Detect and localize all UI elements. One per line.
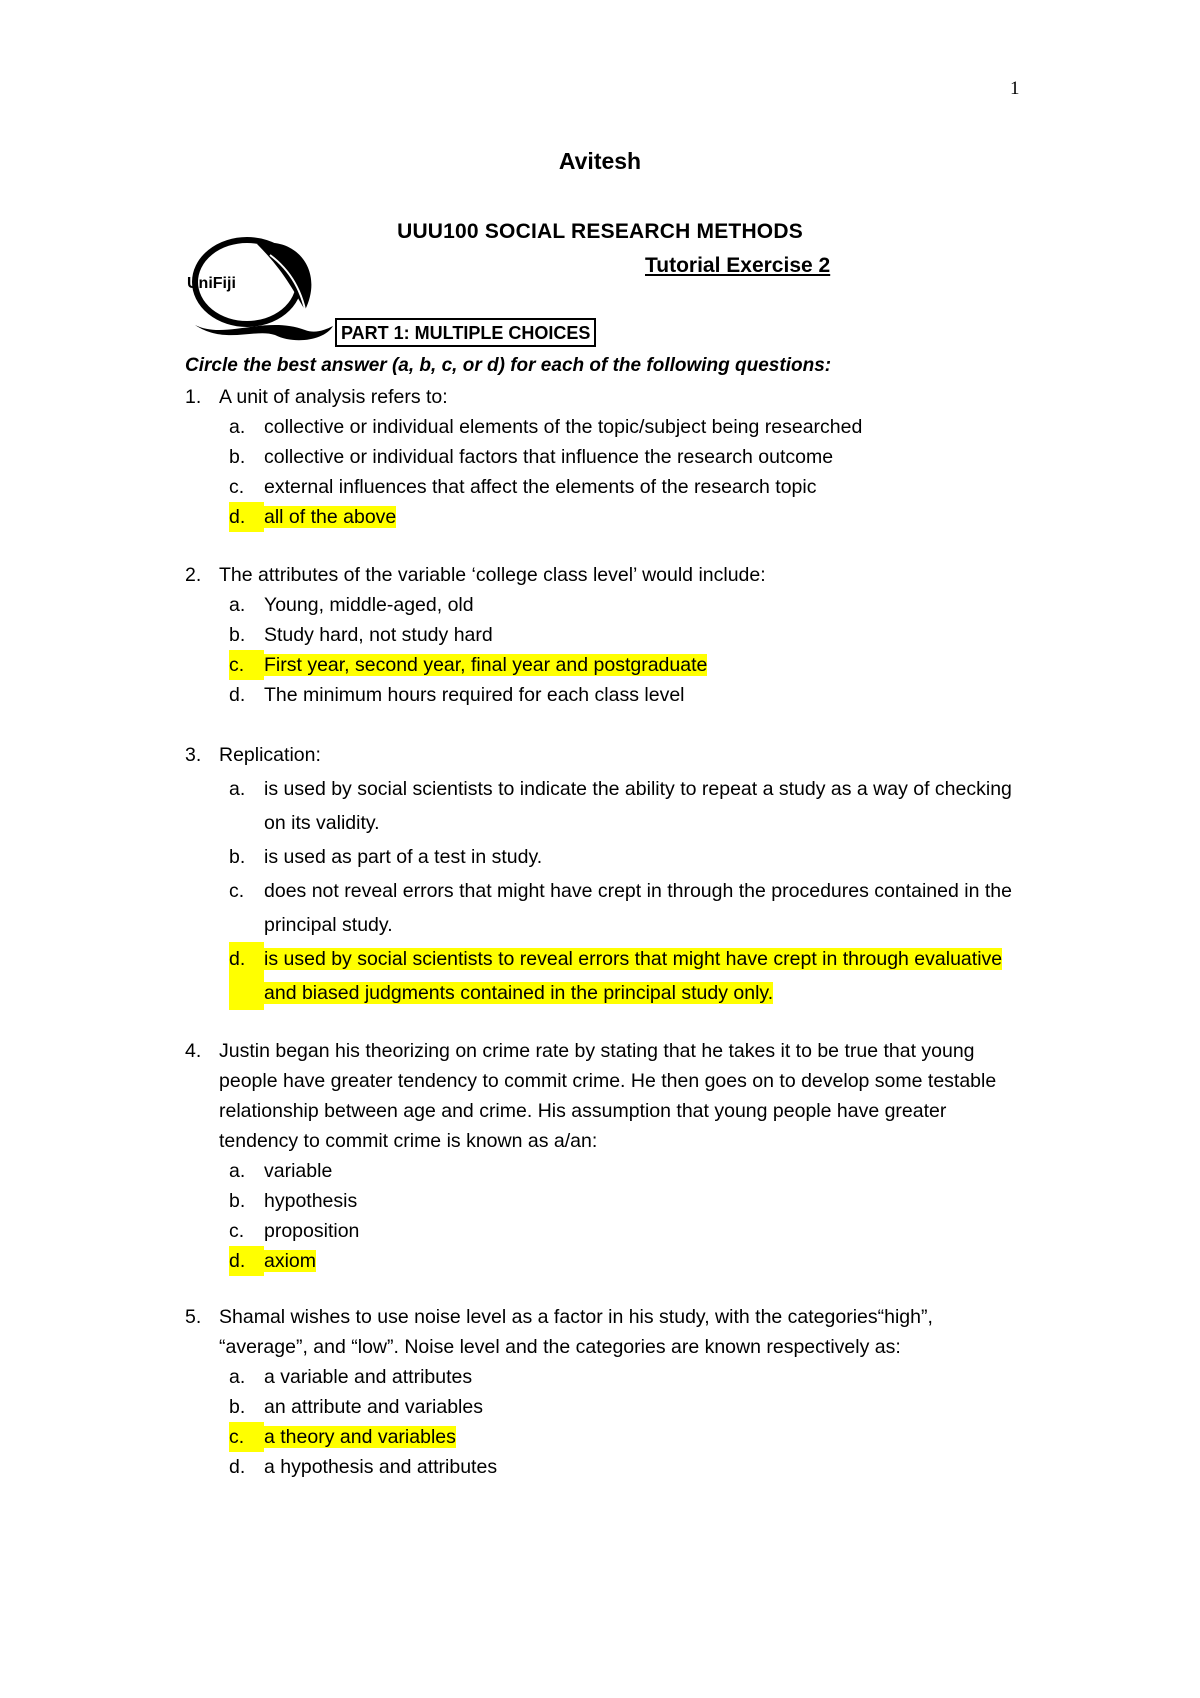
highlighted-answer: a theory and variables bbox=[264, 1426, 456, 1448]
question-number: 4. bbox=[185, 1040, 202, 1062]
option-b[interactable]: b. Study hard, not study hard bbox=[229, 624, 493, 646]
question-5 bbox=[185, 1302, 1025, 1482]
option-a[interactable]: a. collective or individual elements of the topic/subject being researched bbox=[229, 416, 863, 438]
question-number: 5. bbox=[185, 1306, 202, 1328]
question-1 bbox=[185, 382, 1025, 532]
question-2 bbox=[185, 560, 1025, 710]
question-number: 3. bbox=[185, 744, 202, 766]
option-b[interactable]: b. collective or individual factors that influence the research outcome bbox=[229, 446, 834, 468]
instruction: Circle the best answer (a, b, c, or d) for each of the following questions: bbox=[185, 355, 832, 376]
option-b[interactable]: b. is used as part of a test in study. bbox=[229, 846, 543, 868]
option-d-highlighted[interactable]: d. all of the above bbox=[229, 502, 1025, 532]
unifiji-logo bbox=[185, 230, 335, 350]
question-text: Justin began his theorizing on crime rate by stating that he takes it to be true that young people have greater tendency to commit crime. He then goes on to develop some testable relationship between age and crime. His assumption that young people have greater tendency to commit crime is known as a/an: bbox=[219, 1040, 997, 1152]
question-text: Shamal wishes to use noise level as a factor in his study, with the categories“high”, “average”, and “low”. Noise level and the categories are known respectively as: bbox=[219, 1306, 933, 1358]
option-b[interactable]: b. an attribute and variables bbox=[229, 1396, 483, 1418]
option-c[interactable]: c. external influences that affect the elements of the research topic bbox=[229, 476, 817, 498]
option-d[interactable]: d. The minimum hours required for each class level bbox=[229, 684, 685, 706]
highlighted-answer: axiom bbox=[264, 1250, 317, 1272]
option-b[interactable]: b. hypothesis bbox=[229, 1190, 358, 1212]
logo-text: UniFiji bbox=[187, 275, 236, 292]
exercise-title: Tutorial Exercise 2 bbox=[645, 254, 831, 277]
option-c[interactable]: c. does not reveal errors that might have crept in through the procedures contained in the principal study. bbox=[229, 880, 1012, 936]
question-text: The attributes of the variable ‘college class level’ would include: bbox=[219, 564, 766, 586]
question-text: A unit of analysis refers to: bbox=[219, 386, 448, 408]
option-c[interactable]: c. proposition bbox=[229, 1220, 360, 1242]
question-3 bbox=[185, 738, 1025, 1010]
part-heading: PART 1: MULTIPLE CHOICES bbox=[335, 318, 596, 347]
page-number: 1 bbox=[1010, 78, 1020, 99]
course-title: UUU100 SOCIAL RESEARCH METHODS bbox=[397, 220, 803, 243]
option-a[interactable]: a. a variable and attributes bbox=[229, 1366, 473, 1388]
option-a[interactable]: a. variable bbox=[229, 1160, 333, 1182]
option-c-highlighted[interactable]: c. a theory and variables bbox=[229, 1422, 1025, 1452]
option-d-highlighted[interactable]: d. is used by social scientists to reveal errors that might have crept in through evaluative and biased judgments contained in the principal study only. bbox=[229, 942, 1025, 1010]
option-a[interactable]: a. is used by social scientists to indicate the ability to repeat a study as a way of checking on its validity. bbox=[229, 778, 1012, 834]
option-a[interactable]: a. Young, middle-aged, old bbox=[229, 594, 474, 616]
option-d-highlighted[interactable]: d. axiom bbox=[229, 1246, 1025, 1276]
option-d[interactable]: d. a hypothesis and attributes bbox=[229, 1456, 498, 1478]
question-text: Replication: bbox=[219, 744, 321, 766]
highlighted-answer: is used by social scientists to reveal errors that might have crept in through evaluative and biased judgments contained in the principal study only. bbox=[264, 948, 1003, 1004]
question-number: 1. bbox=[185, 386, 202, 408]
highlighted-answer: First year, second year, final year and postgraduate bbox=[264, 654, 708, 676]
question-number: 2. bbox=[185, 564, 202, 586]
question-4 bbox=[185, 1036, 1025, 1276]
highlighted-answer: all of the above bbox=[264, 506, 397, 528]
option-c-highlighted[interactable]: c. First year, second year, final year and postgraduate bbox=[229, 650, 1025, 680]
author-name: Avitesh bbox=[558, 148, 642, 174]
